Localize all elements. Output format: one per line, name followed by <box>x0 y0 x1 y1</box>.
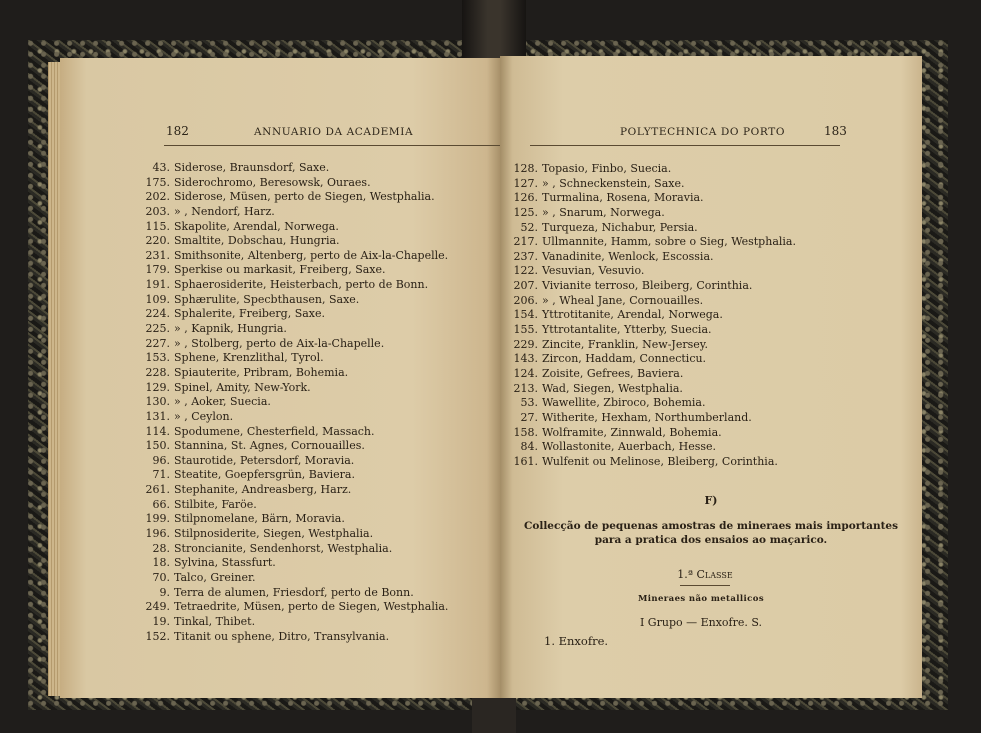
entry-number: 155. <box>513 323 538 337</box>
list-item <box>144 322 448 337</box>
list-item <box>144 234 448 249</box>
entry-text: Witherite, Hexham, Northumberland. <box>542 410 752 424</box>
book-spine-bottom <box>472 695 516 733</box>
entry-text: Stilbite, Faröe. <box>174 497 257 511</box>
entry-text: Spodumene, Chesterfield, Massach. <box>174 424 375 438</box>
entry-text: Wawellite, Zbiroco, Bohemia. <box>542 396 706 410</box>
list-item <box>144 512 448 527</box>
entry-text: » , Snarum, Norwega. <box>542 205 665 219</box>
list-item <box>144 351 448 366</box>
list-item <box>512 191 796 206</box>
list-item <box>144 293 448 308</box>
entry-text: Smaltite, Dobschau, Hungria. <box>174 234 340 248</box>
entry-text: Stroncianite, Sendenhorst, Westphalia. <box>174 541 393 555</box>
entry-text: Siderose, Müsen, perto de Siegen, Westphalia. <box>174 190 435 204</box>
entry-text: Zircon, Haddam, Connecticu. <box>542 352 707 366</box>
list-item <box>144 410 448 425</box>
subheading: Mineraes não metallicos <box>637 594 765 604</box>
entry-number: 27. <box>520 410 538 424</box>
entry-number: 127. <box>513 176 538 190</box>
entry-number: 207. <box>513 279 538 293</box>
entry-number: 175. <box>145 175 170 189</box>
list-item <box>512 352 796 367</box>
entry-number: 70. <box>152 570 170 584</box>
entry-text: Stannina, St. Agnes, Cornouailles. <box>174 439 365 453</box>
list-item <box>512 426 796 441</box>
list-item <box>512 250 796 265</box>
right-entry-list <box>512 162 796 469</box>
entry-text: Yttrotitanite, Arendal, Norwega. <box>542 308 723 322</box>
entry-text: » , Kapnik, Hungria. <box>174 322 287 336</box>
entry-number: 124. <box>513 366 538 380</box>
entry-text: Tinkal, Thibet. <box>174 614 256 628</box>
entry-number: 202. <box>145 190 170 204</box>
entry-number: 228. <box>145 365 170 379</box>
entry-number: 153. <box>145 351 170 365</box>
list-item <box>512 206 796 221</box>
entry-number: 53. <box>520 396 538 410</box>
list-item <box>144 190 448 205</box>
list-item <box>144 278 448 293</box>
entry-number: 43. <box>152 161 170 174</box>
entry-number: 71. <box>152 468 170 482</box>
entry-number: 229. <box>513 337 538 351</box>
list-item <box>144 366 448 381</box>
entry-number: 261. <box>145 483 170 497</box>
entry-number: 129. <box>145 380 170 394</box>
entry-number: 154. <box>513 308 538 322</box>
list-item <box>144 483 448 498</box>
list-item <box>512 411 796 426</box>
entry-number: 114. <box>145 424 170 438</box>
entry-text: Topasio, Finbo, Suecia. <box>542 162 672 175</box>
list-item <box>512 440 796 455</box>
list-item <box>144 542 448 557</box>
list-item <box>512 338 796 353</box>
list-item <box>144 176 448 191</box>
entry-text: Terra de alumen, Friesdorf, perto de Bonn. <box>174 585 414 599</box>
entry-number: 150. <box>145 439 170 453</box>
section-title-line-2: para a pratica dos ensaios ao maçarico. <box>594 534 828 546</box>
section-title-line-1: Collecção de pequenas amostras de mineraes mais importantes <box>523 520 899 532</box>
section-letter: F) <box>704 494 718 507</box>
entry-number: 128. <box>513 162 538 175</box>
entry-text: Ullmannite, Hamm, sobre o Sieg, Westphalia. <box>542 235 796 249</box>
entry-text: Zoisite, Gefrees, Baviera. <box>542 366 684 380</box>
entry-number: 18. <box>152 556 170 570</box>
entry-text: Titanit ou sphene, Ditro, Transylvania. <box>174 629 390 643</box>
entry-text: Smithsonite, Altenberg, perto de Aix-la-Chapelle. <box>174 248 449 262</box>
right-running-header: POLYTECHNICA DO PORTO <box>620 126 786 138</box>
entry-text: Vivianite terroso, Bleiberg, Corinthia. <box>542 279 753 293</box>
entry-number: 109. <box>145 292 170 306</box>
entry-text: Vesuvian, Vesuvio. <box>542 264 645 278</box>
entry-number: 213. <box>513 381 538 395</box>
entry-number: 115. <box>145 219 170 233</box>
entry-number: 217. <box>513 235 538 249</box>
entry-number: 143. <box>513 352 538 366</box>
list-item <box>144 425 448 440</box>
left-page-number: 182 <box>166 124 189 138</box>
entry-text: Sphaerosiderite, Heisterbach, perto de Bonn. <box>174 278 429 292</box>
list-item <box>512 177 796 192</box>
entry-number: 122. <box>513 264 538 278</box>
list-item <box>144 630 448 645</box>
list-item <box>512 396 796 411</box>
entry-number: 237. <box>513 249 538 263</box>
entry-text: Vanadinite, Wenlock, Escossia. <box>542 249 714 263</box>
list-item <box>144 600 448 615</box>
list-item <box>144 307 448 322</box>
entry-text: Talco, Greiner. <box>174 570 256 584</box>
list-item <box>512 294 796 309</box>
list-item <box>512 162 796 177</box>
entry-number: 125. <box>513 205 538 219</box>
entry-number: 158. <box>513 425 538 439</box>
list-item <box>144 498 448 513</box>
list-item <box>512 308 796 323</box>
list-item <box>144 454 448 469</box>
entry-number: 161. <box>513 454 538 468</box>
entry-text: Sylvina, Stassfurt. <box>174 556 276 570</box>
entry-text: » , Stolberg, perto de Aix-la-Chapelle. <box>174 336 385 350</box>
entry-number: 227. <box>145 336 170 350</box>
entry-text: » , Wheal Jane, Cornouailles. <box>542 293 704 307</box>
right-page <box>500 56 922 698</box>
class-heading: 1.ª Classe <box>677 568 733 581</box>
list-item <box>512 235 796 250</box>
entry-text: Wolframite, Zinnwald, Bohemia. <box>542 425 722 439</box>
entry-text: Sperkise ou markasit, Freiberg, Saxe. <box>174 263 386 277</box>
entry-text: » , Schneckenstein, Saxe. <box>542 176 685 190</box>
entry-text: Wollastonite, Auerbach, Hesse. <box>542 440 717 454</box>
group-heading: I Grupo — Enxofre. S. <box>639 616 763 629</box>
list-item <box>144 556 448 571</box>
left-header-rule <box>164 145 500 146</box>
left-running-header: ANNUARIO DA ACADEMIA <box>254 126 414 138</box>
book-spine-top <box>462 0 526 60</box>
entry-number: 225. <box>145 322 170 336</box>
list-item <box>144 161 448 176</box>
entry-text: Stilpnomelane, Bärn, Moravia. <box>174 512 345 526</box>
entry-number: 130. <box>145 395 170 409</box>
list-item <box>144 571 448 586</box>
entry-text: Turqueza, Nichabur, Persia. <box>542 220 698 234</box>
left-entry-list <box>144 161 448 644</box>
entry-text: Stilpnosiderite, Siegen, Westphalia. <box>174 527 374 541</box>
entry-text: » , Ceylon. <box>174 409 234 423</box>
first-item: 1. Enxofre. <box>544 634 609 648</box>
entry-text: Zincite, Franklin, New-Jersey. <box>542 337 709 351</box>
list-item <box>512 323 796 338</box>
entry-text: Sphalerite, Freiberg, Saxe. <box>174 307 326 321</box>
entry-number: 224. <box>145 307 170 321</box>
entry-number: 231. <box>145 248 170 262</box>
entry-number: 84. <box>520 440 538 454</box>
list-item <box>144 337 448 352</box>
entry-text: » , Nendorf, Harz. <box>174 204 275 218</box>
list-item <box>512 264 796 279</box>
entry-number: 203. <box>145 204 170 218</box>
entry-number: 220. <box>145 234 170 248</box>
entry-text: Skapolite, Arendal, Norwega. <box>174 219 339 233</box>
entry-number: 126. <box>513 191 538 205</box>
list-item <box>144 586 448 601</box>
right-header-rule <box>530 145 840 146</box>
entry-text: Wulfenit ou Melinose, Bleiberg, Corinthia. <box>542 454 778 468</box>
list-item <box>512 279 796 294</box>
entry-text: Siderochromo, Beresowsk, Ouraes. <box>174 175 371 189</box>
entry-text: Sphene, Krenzlithal, Tyrol. <box>174 351 324 365</box>
entry-text: Stephanite, Andreasberg, Harz. <box>174 483 352 497</box>
class-heading-rule <box>680 585 730 586</box>
entry-number: 66. <box>152 497 170 511</box>
entry-number: 199. <box>145 512 170 526</box>
list-item <box>144 263 448 278</box>
list-item <box>144 439 448 454</box>
entry-number: 96. <box>152 453 170 467</box>
entry-number: 206. <box>513 293 538 307</box>
list-item <box>512 221 796 236</box>
entry-text: Staurotide, Petersdorf, Moravia. <box>174 453 355 467</box>
left-page <box>60 58 500 698</box>
entry-number: 152. <box>145 629 170 643</box>
list-item <box>512 382 796 397</box>
entry-number: 131. <box>145 409 170 423</box>
entry-text: Steatite, Goepfersgrün, Baviera. <box>174 468 355 482</box>
entry-number: 19. <box>152 614 170 628</box>
entry-text: Spiauterite, Pribram, Bohemia. <box>174 365 349 379</box>
right-page-number: 183 <box>824 124 847 138</box>
list-item <box>512 455 796 470</box>
entry-number: 191. <box>145 278 170 292</box>
list-item <box>144 249 448 264</box>
entry-number: 179. <box>145 263 170 277</box>
entry-text: Sphærulite, Specbthausen, Saxe. <box>174 292 360 306</box>
list-item <box>144 468 448 483</box>
entry-number: 196. <box>145 527 170 541</box>
entry-number: 28. <box>152 541 170 555</box>
entry-number: 249. <box>145 600 170 614</box>
entry-number: 9. <box>159 585 170 599</box>
list-item <box>144 381 448 396</box>
list-item <box>144 220 448 235</box>
entry-text: Turmalina, Rosena, Moravia. <box>542 191 704 205</box>
list-item <box>512 367 796 382</box>
list-item <box>144 205 448 220</box>
list-item <box>144 395 448 410</box>
list-item <box>144 615 448 630</box>
entry-text: Siderose, Braunsdorf, Saxe. <box>174 161 330 174</box>
entry-text: Tetraedrite, Müsen, perto de Siegen, Westphalia. <box>174 600 449 614</box>
entry-text: Wad, Siegen, Westphalia. <box>542 381 683 395</box>
entry-text: » , Aoker, Suecia. <box>174 395 271 409</box>
entry-text: Spinel, Amity, New-York. <box>174 380 311 394</box>
entry-number: 52. <box>520 220 538 234</box>
entry-text: Yttrotantalite, Ytterby, Suecia. <box>542 323 712 337</box>
list-item <box>144 527 448 542</box>
